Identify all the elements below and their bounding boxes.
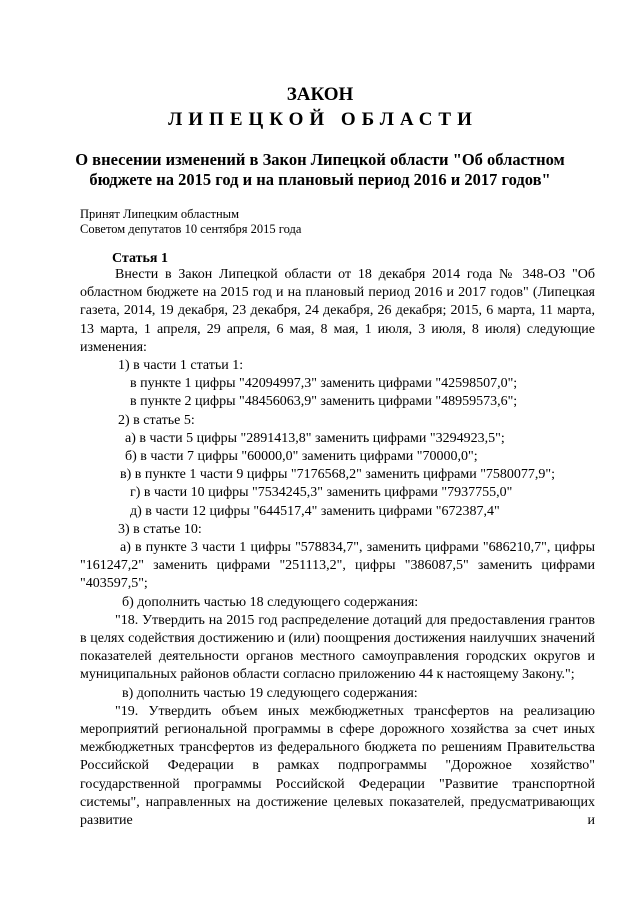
item-3: 3) в статье 10:: [118, 521, 202, 537]
item-1a: в пункте 1 цифры "42094997,3" заменить цифрами "42598507,0";: [130, 376, 518, 392]
item-2b: б) в части 7 цифры "60000,0" заменить цифрами "70000,0";: [125, 449, 478, 465]
part-19-text: "19. Утвердить объем иных межбюджетных трансфертов на реализацию мероприятий региональной программы в сфере дорожного хозяйства за счет иных межбюджетных трансфертов из федерального бюджета по решениям Правительства Российской Федерации в рамках подпрограммы "Дорожное хозяйство" государственной программы Российской Федерации "Развитие транспортной системы", направленных на достижение целевых показателей, предусматривающих развитие и: [80, 703, 595, 829]
adoption-line-2: Советом депутатов 10 сентября 2015 года: [80, 222, 302, 236]
item-3b: б) дополнить частью 18 следующего содержания:: [122, 594, 419, 610]
item-3a: а) в пункте 3 части 1 цифры "578834,7", заменить цифрами "686210,7", цифры "161247,2" заменить цифрами "251113,2", цифры "386087,5" заменить цифрами "403597,5";: [80, 540, 595, 592]
adoption-note: [80, 207, 301, 237]
article-intro: Внести в Закон Липецкой области от 18 декабря 2014 года № 348-ОЗ "Об областном бюджете на 2015 год и на плановый период 2016 и 2017 годов" (Липецкая газета, 2014, 19 декабря, 23 декабря, 24 декабря, 26 декабря; 2015, 6 марта, 11 марта, 13 марта, 1 апреля, 29 апреля, 6 мая, 8 мая, 1 июля, 3 июля, 8 июля) следующие изменения:: [80, 267, 595, 355]
article-title: Статья 1: [112, 251, 168, 266]
item-3c: в) дополнить частью 19 следующего содержания:: [122, 685, 418, 701]
item-2d: г) в части 10 цифры "7534245,3" заменить цифрами "7937755,0": [130, 485, 513, 501]
region-heading: ЛИПЕЦКОЙ ОБЛАСТИ: [168, 109, 478, 130]
item-2c: в) в пункте 1 части 9 цифры "7176568,2" заменить цифрами "7580077,9";: [120, 467, 556, 483]
article-body: [80, 266, 595, 830]
item-1: 1) в части 1 статьи 1:: [118, 358, 244, 374]
item-1b: в пункте 2 цифры "48456063,9" заменить цифрами "48959573,6";: [130, 394, 518, 410]
item-2: 2) в статье 5:: [118, 412, 195, 428]
item-2a: а) в части 5 цифры "2891413,8" заменить цифрами "3294923,5";: [125, 430, 505, 446]
law-heading: ЗАКОН: [286, 84, 354, 105]
adoption-line-1: Принят Липецким областным: [80, 207, 239, 221]
item-2e: д) в части 12 цифры "644517,4" заменить цифрами "672387,4": [130, 503, 500, 519]
part-18-text: "18. Утвердить на 2015 год распределение дотаций для предоставления грантов в целях содействия достижению и (или) поощрения достижения наилучших значений показателей деятельности органов местного самоуправления городских округов и муниципальных районов области согласно приложению 44 к настоящему Закону.";: [80, 612, 595, 683]
law-subtitle: О внесении изменений в Закон Липецкой области "Об областном бюджете на 2015 год и на плановый период 2016 и 2017 годов": [75, 150, 565, 189]
